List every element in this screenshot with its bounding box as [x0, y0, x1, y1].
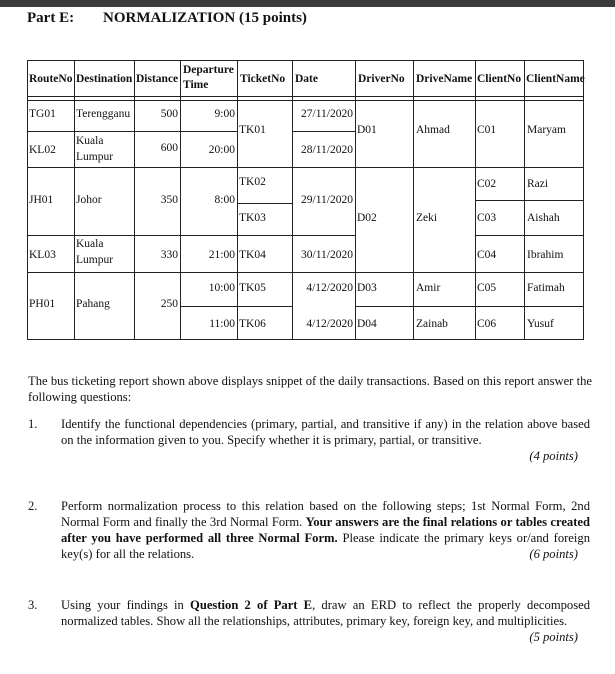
- question-1-points: (4 points): [529, 449, 578, 463]
- row-line: [27, 96, 584, 97]
- header-client-no: ClientNo: [477, 73, 522, 85]
- row-line: [27, 339, 584, 340]
- cell-driver-no-d02: D02: [357, 212, 377, 224]
- cell-route-kl03: KL03: [29, 249, 56, 261]
- header-distance: Distance: [136, 73, 179, 85]
- cell-destination-johor: Johor: [76, 194, 102, 206]
- cell-client-no-c03: C03: [477, 212, 497, 224]
- cell-client-name-fatimah: Fatimah: [527, 282, 565, 294]
- cell-driver-name-ahmad: Ahmad: [416, 124, 450, 136]
- cell-driver-name-zainab: Zainab: [416, 318, 448, 330]
- header-date: Date: [295, 73, 318, 85]
- cell-distance-jh01: 350: [160, 194, 178, 206]
- cell-departure-kl03: 21:00: [208, 249, 235, 261]
- cell-driver-no-d04: D04: [357, 318, 377, 330]
- cell-client-name-maryam: Maryam: [527, 124, 566, 136]
- cell-destination-pahang: Pahang: [76, 298, 110, 310]
- row-line: [27, 167, 584, 168]
- cell-client-no-c04: C04: [477, 249, 497, 261]
- question-2: [28, 498, 592, 568]
- ticketing-table: [27, 60, 584, 340]
- cell-client-no-c06: C06: [477, 318, 497, 330]
- cell-ticket-tk01: TK01: [239, 124, 266, 136]
- row-line: [27, 272, 584, 273]
- cell-client-no-c05: C05: [477, 282, 497, 294]
- cell-distance-kl03: 330: [160, 249, 178, 261]
- question-3-text-bold: Question 2 of Part E: [190, 598, 313, 612]
- header-driver-name: DriveName: [416, 73, 473, 85]
- cell-driver-name-amir: Amir: [416, 282, 441, 294]
- row-line: [27, 100, 584, 101]
- header-departure-line1: Departure: [183, 64, 234, 76]
- header-driver-no: DriverNo: [358, 73, 405, 85]
- cell-client-name-ibrahim: Ibrahim: [527, 249, 564, 261]
- cell-destination-kl02-line2: Lumpur: [76, 151, 114, 163]
- cell-departure-ph01-a: 10:00: [208, 282, 235, 294]
- question-1-text: Identify the functional dependencies (primary, partial, and transitive if any) in the relation above based on the information given to you. Specify whether it is primary, partial, or transitive.: [61, 417, 590, 447]
- cell-client-name-yusuf: Yusuf: [527, 318, 554, 330]
- row-line: [355, 306, 584, 307]
- cell-route-kl02: KL02: [29, 144, 56, 156]
- cell-date-5: 4/12/2020: [306, 282, 353, 294]
- intro-paragraph: The bus ticketing report shown above displays snippet of the daily transactions. Based on this report answer the following questions:: [28, 374, 592, 404]
- cell-departure-jh01: 8:00: [214, 194, 235, 206]
- row-line: [292, 131, 355, 132]
- part-title: [27, 10, 307, 27]
- cell-date-1: 27/11/2020: [301, 108, 353, 120]
- cell-destination-kl03-line2: Lumpur: [76, 254, 114, 266]
- cell-date-6: 4/12/2020: [306, 318, 353, 330]
- header-departure-line2: Time: [183, 79, 209, 91]
- cell-ticket-tk06: TK06: [239, 318, 266, 330]
- question-2-text: [61, 498, 590, 562]
- cell-distance-kl02: 600: [160, 142, 178, 154]
- cell-driver-no-d01: D01: [357, 124, 377, 136]
- top-bar: [0, 0, 615, 7]
- question-3-text-b: , draw an ERD to reflect the properly decomposed normalized tables. Show all the relationships, attributes, primary key, foreign key, and multiplicities.: [61, 598, 590, 628]
- cell-client-no-c02: C02: [477, 178, 497, 190]
- row-line: [27, 60, 584, 61]
- row-line: [237, 235, 355, 236]
- question-3-text: [61, 597, 590, 629]
- row-line: [27, 131, 237, 132]
- row-line: [475, 235, 583, 236]
- cell-date-2: 28/11/2020: [301, 144, 353, 156]
- cell-distance-tg01: 500: [160, 108, 178, 120]
- cell-departure-kl02: 20:00: [208, 144, 235, 156]
- col-line: [413, 60, 414, 340]
- row-line: [475, 200, 583, 201]
- cell-client-no-c01: C01: [477, 124, 497, 136]
- cell-date-3: 29/11/2020: [301, 194, 353, 206]
- cell-destination-kl03-line1: Kuala: [76, 238, 104, 250]
- row-line: [180, 306, 292, 307]
- question-3-number: 3.: [28, 598, 38, 612]
- cell-ticket-tk02: TK02: [239, 176, 266, 188]
- question-2-text-a: Perform normalization process to this relation based on the following steps; 1st Normal Form, 2nd Normal Form and finally the 3rd Normal Form.: [61, 499, 590, 529]
- question-2-text-bold: Your answers are the final relations or tables created after you have performed all three Normal Form.: [61, 515, 590, 545]
- question-1-number: 1.: [28, 417, 38, 431]
- question-2-text-b: Please indicate the primary keys or/and foreign key(s) for all the relations.: [61, 531, 590, 561]
- cell-driver-no-d03: D03: [357, 282, 377, 294]
- header-client-name: ClientName: [526, 73, 585, 85]
- part-heading: NORMALIZATION (15 points): [103, 10, 307, 26]
- cell-ticket-tk05: TK05: [239, 282, 266, 294]
- cell-client-name-aishah: Aishah: [527, 212, 560, 224]
- cell-route-tg01: TG01: [29, 108, 56, 120]
- cell-destination-kl02-line1: Kuala: [76, 135, 104, 147]
- question-3-points: (5 points): [529, 630, 578, 644]
- question-2-number: 2.: [28, 499, 38, 513]
- col-line: [27, 60, 28, 340]
- question-3: [28, 597, 592, 651]
- cell-driver-name-zeki: Zeki: [416, 212, 438, 224]
- cell-ticket-tk04: TK04: [239, 249, 266, 261]
- cell-date-4: 30/11/2020: [301, 249, 353, 261]
- cell-distance-ph01: 250: [160, 298, 178, 310]
- cell-departure-tg01: 9:00: [214, 108, 235, 120]
- header-route-no: RouteNo: [29, 73, 73, 85]
- header-ticket-no: TicketNo: [240, 73, 286, 85]
- question-3-text-a: Using your findings in: [61, 598, 191, 612]
- cell-destination-terengganu: Terengganu: [76, 108, 131, 120]
- cell-route-jh01: JH01: [29, 194, 54, 206]
- cell-client-name-razi: Razi: [527, 178, 549, 190]
- cell-departure-ph01-b: 11:00: [209, 318, 235, 330]
- col-line: [74, 60, 75, 340]
- question-2-points: (6 points): [529, 547, 578, 561]
- part-label: Part E:: [27, 10, 75, 26]
- row-line: [27, 235, 237, 236]
- row-line: [237, 203, 292, 204]
- col-line: [355, 60, 356, 340]
- header-destination: Destination: [76, 73, 133, 85]
- cell-ticket-tk03: TK03: [239, 212, 266, 224]
- col-line: [583, 60, 584, 340]
- question-1: [28, 416, 592, 474]
- col-line: [237, 60, 238, 340]
- cell-route-ph01: PH01: [29, 298, 56, 310]
